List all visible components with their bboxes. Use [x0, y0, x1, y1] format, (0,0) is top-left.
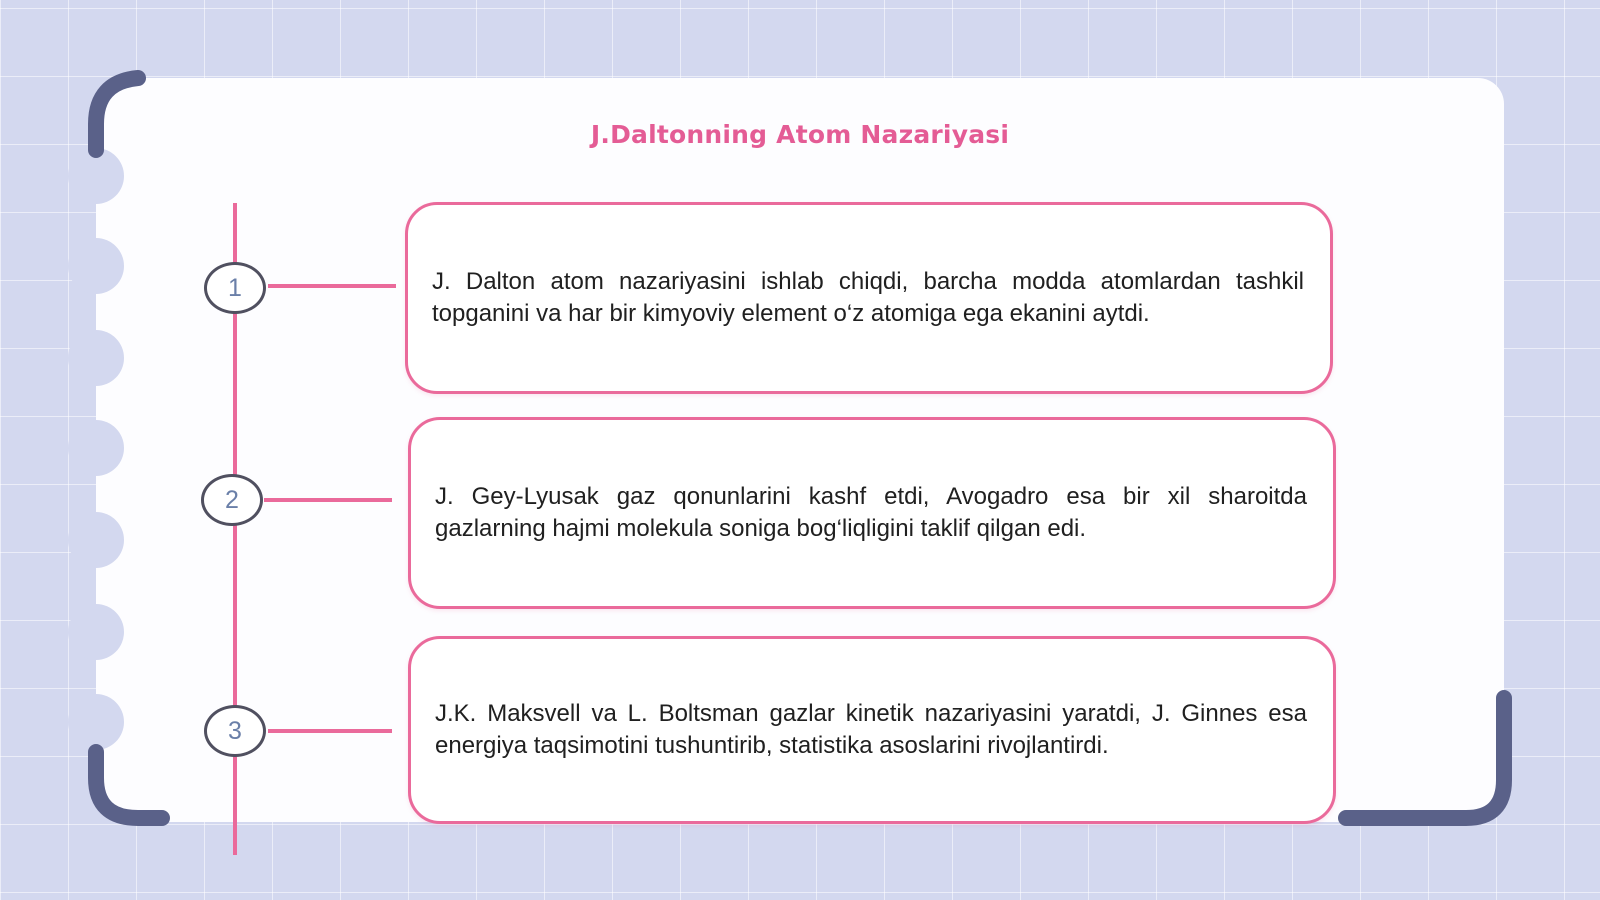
step-2-box	[408, 417, 1336, 609]
step-1-box	[405, 202, 1333, 394]
step-1-text: J. Dalton atom nazariyasini ishlab chiqdi, barcha modda atomlardan tashkil topganini va har bir kimyoviy element o‘z atomiga ega ekanini aytdi.	[432, 268, 1304, 327]
frame-corner-bottom-right	[1346, 698, 1504, 818]
frame-corner-top-left	[96, 78, 138, 150]
step-badge-1: 1	[204, 262, 266, 314]
notebook-scallops	[68, 148, 124, 750]
frame-corner-bottom-left	[96, 752, 162, 818]
step-3-text: J.K. Maksvell va L. Boltsman gazlar kinetik nazariyasini yaratdi, J. Ginnes esa energiya taqsimotini tushuntirib, statistika asoslarini rivojlantirdi.	[435, 700, 1307, 759]
slide-title: J.Daltonning Atom Nazariyasi	[590, 120, 1010, 149]
step-2-text: J. Gey-Lyusak gaz qonunlarini kashf etdi, Avogadro esa bir xil sharoitda gazlarning hajmi molekula soniga bog‘liqligini taklif qilgan edi.	[435, 483, 1307, 542]
step-badge-3: 3	[204, 705, 266, 757]
step-badge-2: 2	[201, 474, 263, 526]
step-3-box	[408, 636, 1336, 824]
